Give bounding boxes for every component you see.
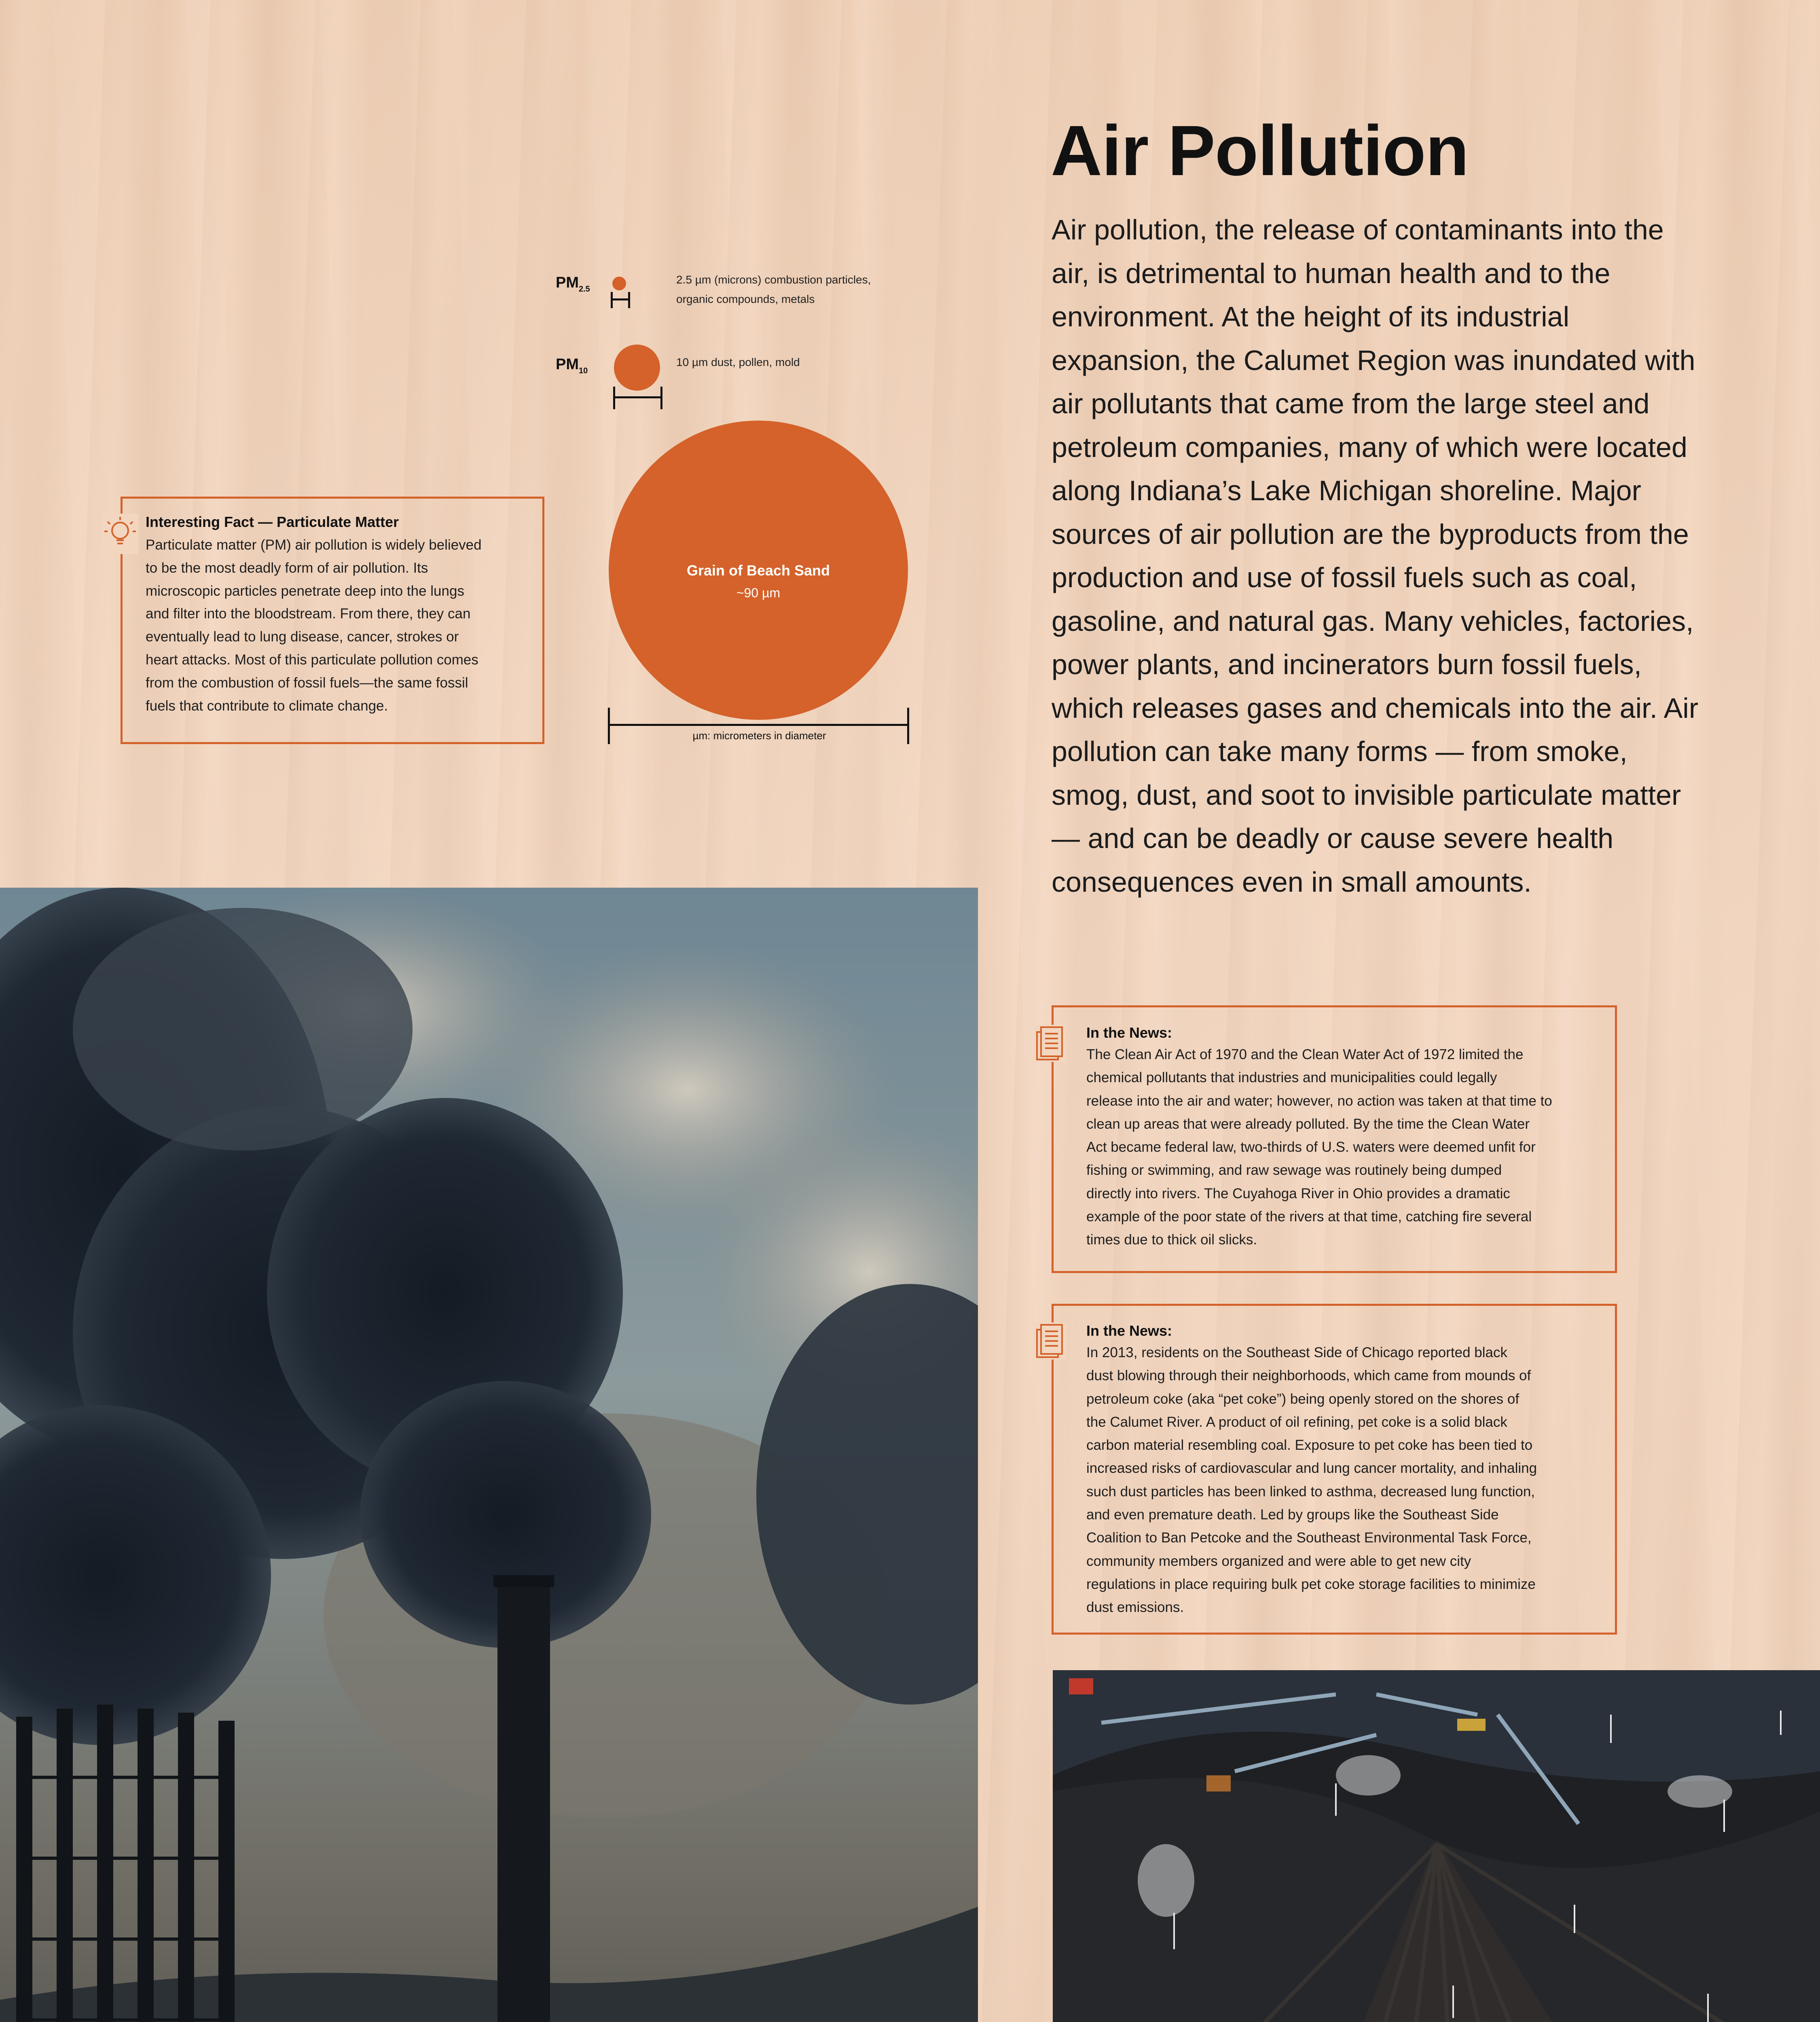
pm10-dot <box>614 345 660 391</box>
sand-grain-size: ~90 µm <box>736 586 781 600</box>
news-2-heading: In the News: <box>1086 1322 1172 1339</box>
interesting-fact-content <box>146 514 534 717</box>
news-1-heading: In the News: <box>1086 1024 1172 1041</box>
smokestack-photo <box>0 888 978 2022</box>
interesting-fact-heading: Interesting Fact — Particulate Matter <box>146 514 399 530</box>
news-1-text: The Clean Air Act of 1970 and the Clean Water Act of 1972 limited the chemical pollutants that industries and municipalities could legally release into the air and water; however, no action was taken at that time to clean up areas that were already polluted. By the time the Clean Water Act became federal law, two-thirds of U.S. waters were deemed unfit for fishing or swimming, and raw sewage was routinely being dumped directly into rivers. The Cuyahoga River in Ohio provides a dramatic example of the poor state of the rivers at that time, catching fire several times due to thick oil slicks. <box>1086 1047 1552 1248</box>
newspaper-icon <box>1034 1025 1066 1062</box>
pm25-scale <box>611 298 630 300</box>
pm10-scale <box>613 396 662 398</box>
unit-caption: µm: micrometers in diameter <box>692 730 826 742</box>
page-title: Air Pollution <box>1051 111 1469 190</box>
pm10-description: 10 µm dust, pollen, mold <box>676 356 800 368</box>
sand-grain-title: Grain of Beach Sand <box>686 562 830 579</box>
sand-scale <box>608 724 909 726</box>
sand-grain-circle <box>609 421 908 720</box>
newspaper-icon <box>1034 1322 1066 1360</box>
news-2-text: In 2013, residents on the Southeast Side of Chicago reported black dust blowing through their neighborhoods, which came from mounds of petroleum coke (aka “pet coke”) being openly stored on the shores of the Calumet River. A product of oil refining, pet coke is a solid black carbon material resembling coal. Exposure to pet coke has been tied to increased risks of cardiovascular and lung cancer mortality, and inhaling such dust particles has been linked to asthma, decreased lung function, and even premature death. Led by groups like the Southeast Side Coalition to Ban Petcoke and the Southeast Environmental Task Force, community members organized and were able to get new city regulations in place requiring bulk pet coke storage facilities to minimize dust emissions. <box>1086 1345 1537 1616</box>
news-2-content <box>1086 1322 1608 1619</box>
news-1-content <box>1086 1024 1608 1252</box>
pm25-dot <box>612 277 626 290</box>
intro-paragraph: Air pollution, the release of contaminants into the air, is detrimental to human health and to the environment. At the height of its industrial expansion, the Calumet Region was inundated with air pollutants that came from the large steel and petroleum companies, many of which were located along Indiana’s Lake Michigan shoreline. Major sources of air pollution are the byproducts from the production and use of fossil fuels such as coal, gasoline, and natural gas. Many vehicles, factories, power plants, and incinerators burn fossil fuels, which releases gases and chemicals into the air. Air pollution can take many forms — from smoke, smog, dust, and soot to invisible particulate matter — and can be deadly or cause severe health consequences even in small amounts. <box>1052 214 1699 898</box>
pm25-description: 2.5 µm (microns) combustion particles, organic compounds, metals <box>676 273 871 305</box>
lightbulb-icon <box>102 514 138 554</box>
interesting-fact-text: Particulate matter (PM) air pollution is widely believed to be the most deadly form of air pollution. Its microscopic particles penetrate deep into the lungs and filter into the bloodstream. From there, they can eventually lead to lung disease, cancer, strokes or heart attacks. Most of this particulate pollution comes from the combustion of fossil fuels—the same fossil fuels that contribute to climate change. <box>146 537 482 714</box>
pm25-label: $PM_{2.5}$ <box>556 274 590 294</box>
pm10-label: $PM_{10}$ <box>556 356 588 375</box>
pet-coke-aerial-photo <box>1053 1670 1820 2022</box>
